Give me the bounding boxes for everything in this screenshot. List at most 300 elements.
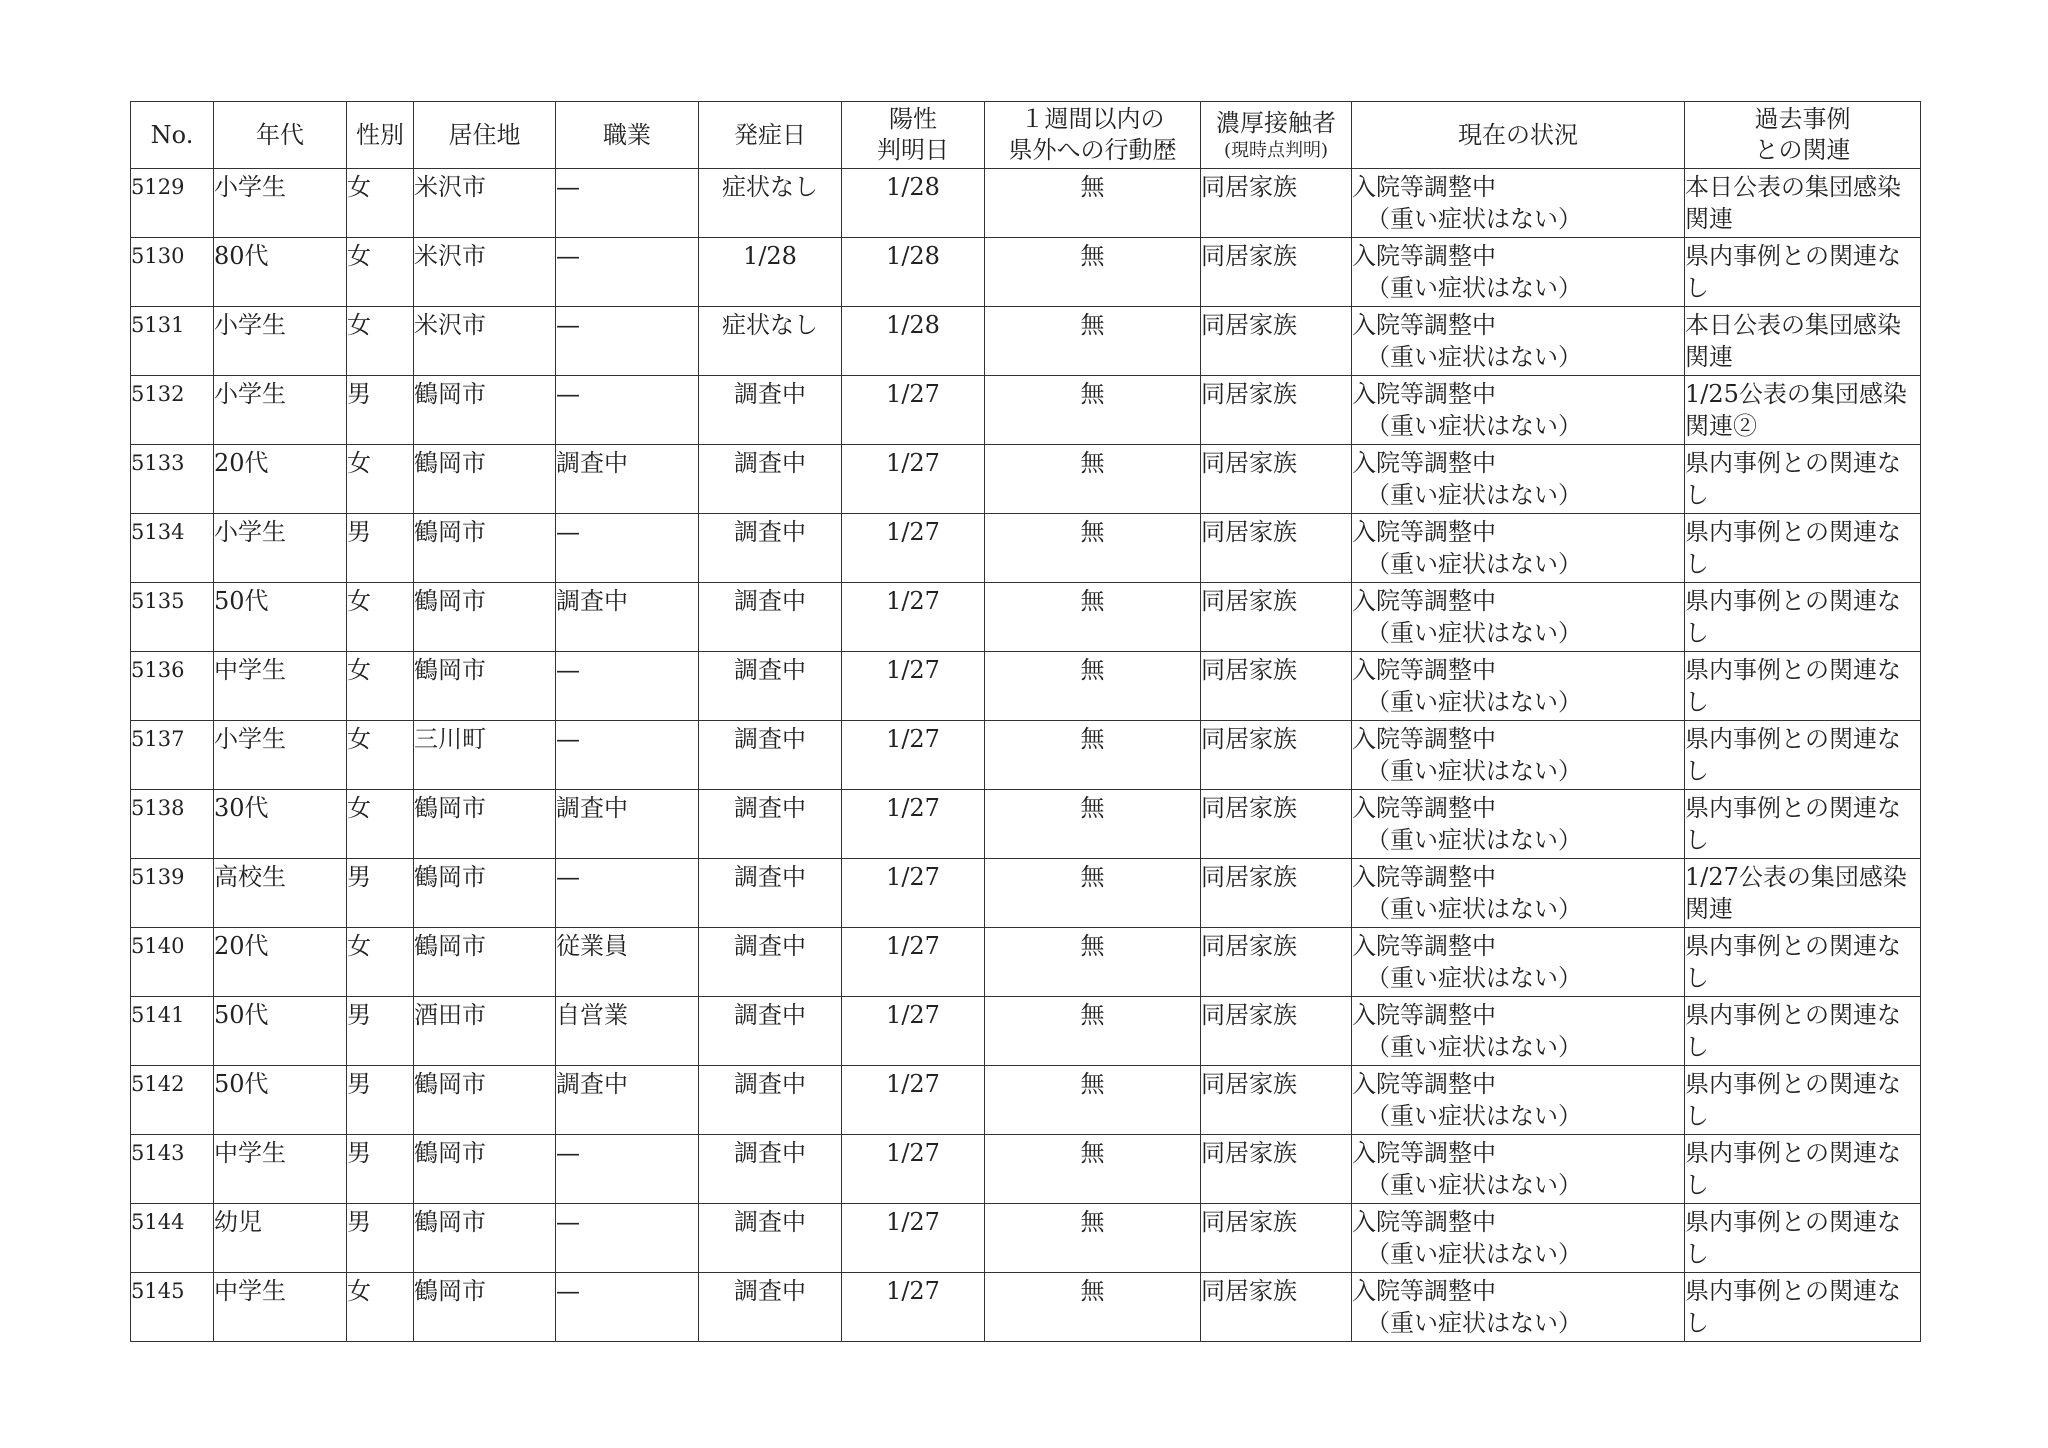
cell-occupation-text: —	[556, 173, 580, 201]
status-line2: （重い症状はない）	[1366, 964, 1582, 992]
cell-onset	[699, 997, 842, 1066]
header-contacts	[1201, 102, 1352, 169]
cell-residence	[414, 307, 556, 376]
cell-sex-text: 女	[347, 656, 371, 684]
cell-travel	[985, 1204, 1201, 1273]
cell-travel	[985, 1273, 1201, 1342]
cell-travel-text: 無	[1080, 1277, 1105, 1305]
cell-contacts	[1201, 307, 1352, 376]
cell-age-text: 高校生	[214, 863, 286, 891]
table-row	[131, 1066, 1921, 1135]
cell-relation	[1685, 1135, 1921, 1204]
cell-no-text: 5135	[131, 589, 185, 613]
header-contacts-line2: (現時点判明)	[1223, 139, 1329, 161]
cell-occupation-text: —	[556, 1208, 580, 1236]
cell-onset	[699, 583, 842, 652]
status-line2: （重い症状はない）	[1366, 1171, 1582, 1199]
cell-travel-text: 無	[1080, 863, 1105, 891]
header-age	[214, 102, 347, 169]
cell-sex-text: 女	[347, 1277, 371, 1305]
cell-age	[214, 376, 347, 445]
cell-contacts	[1201, 238, 1352, 307]
header-occupation	[556, 102, 699, 169]
cell-relation	[1685, 790, 1921, 859]
cell-occupation	[556, 721, 699, 790]
cell-relation-text: 県内事例との関連なし	[1685, 518, 1901, 578]
cell-contacts	[1201, 583, 1352, 652]
cell-relation	[1685, 721, 1921, 790]
cell-sex	[347, 169, 414, 238]
cell-travel-text: 無	[1080, 380, 1105, 408]
cell-residence-text: 鶴岡市	[414, 1277, 486, 1305]
cell-residence-text: 鶴岡市	[414, 1208, 486, 1236]
status-line1: 入院等調整中	[1352, 380, 1496, 408]
cell-no-text: 5134	[131, 520, 185, 544]
cell-no-text: 5137	[131, 727, 185, 751]
cell-contacts	[1201, 997, 1352, 1066]
cell-travel-text: 無	[1080, 1070, 1105, 1098]
cell-relation-text: 県内事例との関連なし	[1685, 1208, 1901, 1268]
cell-residence-text: 酒田市	[414, 1001, 486, 1029]
cell-travel	[985, 514, 1201, 583]
cell-contacts-text: 同居家族	[1201, 380, 1297, 408]
header-travel-line2: 県外への行動歴	[1008, 136, 1177, 164]
cell-relation	[1685, 514, 1921, 583]
cell-onset	[699, 1273, 842, 1342]
table-row	[131, 445, 1921, 514]
cell-age-text: 小学生	[214, 518, 286, 546]
cell-sex-text: 女	[347, 449, 371, 477]
cell-sex	[347, 790, 414, 859]
header-relation-line2: との関連	[1754, 136, 1851, 164]
cell-sex-text: 男	[347, 863, 371, 891]
cell-onset-text: 調査中	[734, 1208, 806, 1236]
cell-positive-date	[842, 445, 985, 514]
table-row	[131, 790, 1921, 859]
cell-sex	[347, 1066, 414, 1135]
cell-positive-date	[842, 928, 985, 997]
cell-no	[131, 445, 214, 514]
cell-travel-text: 無	[1080, 725, 1105, 753]
cell-residence-text: 米沢市	[414, 242, 486, 270]
status-line2: （重い症状はない）	[1366, 688, 1582, 716]
cell-relation	[1685, 1204, 1921, 1273]
status-line1: 入院等調整中	[1352, 173, 1496, 201]
cell-relation	[1685, 1273, 1921, 1342]
cell-no-text: 5145	[131, 1279, 185, 1303]
cell-positive-date-text: 1/27	[886, 656, 940, 684]
header-no-label: No.	[150, 120, 194, 149]
cell-relation-text: 県内事例との関連なし	[1685, 1070, 1901, 1130]
cell-occupation-text: —	[556, 311, 580, 339]
cell-age	[214, 514, 347, 583]
status-line1: 入院等調整中	[1352, 656, 1496, 684]
cell-occupation-text: 調査中	[556, 587, 628, 615]
cell-age	[214, 790, 347, 859]
header-no	[131, 102, 214, 169]
cell-residence-text: 米沢市	[414, 311, 486, 339]
cell-relation	[1685, 238, 1921, 307]
status-line1: 入院等調整中	[1352, 725, 1496, 753]
status-line1: 入院等調整中	[1352, 311, 1496, 339]
cell-relation	[1685, 928, 1921, 997]
cell-onset-text: 調査中	[734, 863, 806, 891]
cell-positive-date-text: 1/27	[886, 725, 940, 753]
cell-residence	[414, 376, 556, 445]
cell-residence-text: 鶴岡市	[414, 449, 486, 477]
cell-no	[131, 169, 214, 238]
status-line2: （重い症状はない）	[1366, 895, 1582, 923]
cell-no	[131, 790, 214, 859]
cell-occupation	[556, 376, 699, 445]
cell-contacts-text: 同居家族	[1201, 1070, 1297, 1098]
cell-status	[1352, 583, 1685, 652]
cell-positive-date-text: 1/27	[886, 1208, 940, 1236]
cell-residence-text: 鶴岡市	[414, 587, 486, 615]
header-travel	[985, 102, 1201, 169]
table-row	[131, 928, 1921, 997]
cell-sex-text: 男	[347, 1001, 371, 1029]
cell-positive-date	[842, 583, 985, 652]
cell-contacts	[1201, 514, 1352, 583]
table-row	[131, 238, 1921, 307]
cell-age	[214, 238, 347, 307]
cell-residence-text: 鶴岡市	[414, 1070, 486, 1098]
cell-age-text: 20代	[214, 932, 269, 960]
cell-no	[131, 1273, 214, 1342]
cell-sex-text: 女	[347, 725, 371, 753]
cell-positive-date	[842, 997, 985, 1066]
cell-occupation	[556, 1066, 699, 1135]
cell-travel-text: 無	[1080, 656, 1105, 684]
cell-positive-date	[842, 1066, 985, 1135]
cell-onset	[699, 1135, 842, 1204]
cell-age	[214, 307, 347, 376]
status-line1: 入院等調整中	[1352, 863, 1496, 891]
header-relation	[1685, 102, 1921, 169]
cell-positive-date	[842, 514, 985, 583]
cell-age	[214, 721, 347, 790]
cell-no	[131, 859, 214, 928]
cell-travel-text: 無	[1080, 242, 1105, 270]
header-onset	[699, 102, 842, 169]
cell-sex	[347, 583, 414, 652]
cell-contacts	[1201, 445, 1352, 514]
cell-status	[1352, 1135, 1685, 1204]
cell-contacts-text: 同居家族	[1201, 1208, 1297, 1236]
cell-age-text: 20代	[214, 449, 269, 477]
cell-no-text: 5141	[131, 1003, 185, 1027]
cell-residence	[414, 583, 556, 652]
cell-travel-text: 無	[1080, 311, 1105, 339]
cell-status	[1352, 997, 1685, 1066]
cell-positive-date	[842, 238, 985, 307]
status-line2: （重い症状はない）	[1366, 343, 1582, 371]
cell-relation	[1685, 652, 1921, 721]
cell-age	[214, 859, 347, 928]
cell-no	[131, 1204, 214, 1273]
status-line2: （重い症状はない）	[1366, 274, 1582, 302]
status-line2: （重い症状はない）	[1366, 757, 1582, 785]
cell-occupation-text: —	[556, 863, 580, 891]
cell-travel	[985, 583, 1201, 652]
table-row	[131, 1273, 1921, 1342]
status-line1: 入院等調整中	[1352, 587, 1496, 615]
cell-residence	[414, 1066, 556, 1135]
cell-residence-text: 鶴岡市	[414, 932, 486, 960]
cell-age	[214, 1204, 347, 1273]
cell-travel	[985, 376, 1201, 445]
cell-age-text: 80代	[214, 242, 269, 270]
cell-no-text: 5142	[131, 1072, 185, 1096]
header-sex	[347, 102, 414, 169]
cell-age	[214, 1135, 347, 1204]
cell-travel	[985, 790, 1201, 859]
cell-occupation	[556, 238, 699, 307]
cell-sex	[347, 307, 414, 376]
cell-residence	[414, 169, 556, 238]
cell-no	[131, 238, 214, 307]
cell-contacts-text: 同居家族	[1201, 242, 1297, 270]
table-row	[131, 859, 1921, 928]
cell-positive-date-text: 1/27	[886, 518, 940, 546]
cell-onset	[699, 307, 842, 376]
cell-relation-text: 県内事例との関連なし	[1685, 1139, 1901, 1199]
cell-contacts	[1201, 928, 1352, 997]
cell-travel	[985, 1066, 1201, 1135]
cell-residence	[414, 238, 556, 307]
status-line1: 入院等調整中	[1352, 1139, 1496, 1167]
cell-sex	[347, 928, 414, 997]
header-sex-label: 性別	[356, 120, 404, 149]
cell-relation	[1685, 1066, 1921, 1135]
status-line2: （重い症状はない）	[1366, 1033, 1582, 1061]
cell-occupation	[556, 928, 699, 997]
header-contacts-line1: 濃厚接触者	[1216, 108, 1336, 137]
cell-travel	[985, 445, 1201, 514]
cell-occupation-text: —	[556, 380, 580, 408]
cell-age	[214, 997, 347, 1066]
cell-onset	[699, 790, 842, 859]
cell-occupation	[556, 1135, 699, 1204]
cell-contacts-text: 同居家族	[1201, 518, 1297, 546]
cell-occupation	[556, 790, 699, 859]
cell-occupation-text: —	[556, 242, 580, 270]
cell-no	[131, 307, 214, 376]
cell-positive-date-text: 1/27	[886, 863, 940, 891]
cell-age	[214, 652, 347, 721]
cell-occupation	[556, 1273, 699, 1342]
cell-residence	[414, 721, 556, 790]
cell-sex	[347, 997, 414, 1066]
table-row	[131, 721, 1921, 790]
cell-contacts-text: 同居家族	[1201, 587, 1297, 615]
cell-onset-text: 調査中	[734, 518, 806, 546]
table-body	[131, 169, 1921, 1342]
cell-no-text: 5143	[131, 1141, 185, 1165]
cell-contacts-text: 同居家族	[1201, 1277, 1297, 1305]
table-row	[131, 583, 1921, 652]
cell-no	[131, 721, 214, 790]
cell-sex-text: 女	[347, 794, 371, 822]
cell-travel-text: 無	[1080, 794, 1105, 822]
table-row	[131, 652, 1921, 721]
cell-sex	[347, 652, 414, 721]
cell-occupation-text: —	[556, 1277, 580, 1305]
status-line1: 入院等調整中	[1352, 1277, 1496, 1305]
cell-no	[131, 514, 214, 583]
cell-positive-date-text: 1/27	[886, 449, 940, 477]
cell-occupation-text: —	[556, 656, 580, 684]
cell-occupation	[556, 307, 699, 376]
cell-no	[131, 376, 214, 445]
header-positive-line2: 判明日	[877, 136, 949, 164]
cell-age	[214, 445, 347, 514]
cell-relation	[1685, 859, 1921, 928]
cell-age-text: 50代	[214, 587, 269, 615]
cell-travel-text: 無	[1080, 1139, 1105, 1167]
cell-status	[1352, 445, 1685, 514]
cell-residence	[414, 652, 556, 721]
cell-onset-text: 1/28	[743, 242, 797, 270]
cell-occupation	[556, 583, 699, 652]
cell-occupation-text: —	[556, 725, 580, 753]
cell-onset-text: 調査中	[734, 1277, 806, 1305]
cell-sex-text: 女	[347, 311, 371, 339]
status-line2: （重い症状はない）	[1366, 619, 1582, 647]
cell-contacts	[1201, 1066, 1352, 1135]
cell-age-text: 50代	[214, 1001, 269, 1029]
cell-no-text: 5130	[131, 244, 185, 268]
cell-sex	[347, 514, 414, 583]
cell-relation-text: 県内事例との関連なし	[1685, 1001, 1901, 1061]
cell-contacts	[1201, 1135, 1352, 1204]
cell-sex-text: 女	[347, 587, 371, 615]
cell-status	[1352, 1066, 1685, 1135]
cell-age-text: 小学生	[214, 311, 286, 339]
cell-relation-text: 県内事例との関連なし	[1685, 242, 1901, 302]
cell-occupation	[556, 1204, 699, 1273]
cell-onset-text: 調査中	[734, 449, 806, 477]
cell-onset	[699, 928, 842, 997]
cell-age-text: 中学生	[214, 1139, 286, 1167]
cell-travel-text: 無	[1080, 173, 1105, 201]
cell-age-text: 30代	[214, 794, 269, 822]
cell-onset-text: 調査中	[734, 1139, 806, 1167]
cell-relation-text: 県内事例との関連なし	[1685, 794, 1901, 854]
status-line2: （重い症状はない）	[1366, 412, 1582, 440]
cell-no-text: 5132	[131, 382, 185, 406]
cell-positive-date	[842, 652, 985, 721]
cell-residence-text: 鶴岡市	[414, 863, 486, 891]
cell-travel	[985, 169, 1201, 238]
cell-no-text: 5138	[131, 796, 185, 820]
cell-sex	[347, 1273, 414, 1342]
cell-onset	[699, 652, 842, 721]
cell-relation-text: 1/27公表の集団感染関連	[1685, 863, 1907, 923]
cell-status	[1352, 652, 1685, 721]
cell-contacts	[1201, 859, 1352, 928]
status-line2: （重い症状はない）	[1366, 1102, 1582, 1130]
cell-occupation	[556, 652, 699, 721]
cell-occupation-text: 自営業	[556, 1001, 628, 1029]
cell-age-text: 50代	[214, 1070, 269, 1098]
cell-residence-text: 鶴岡市	[414, 794, 486, 822]
cell-travel	[985, 859, 1201, 928]
cell-contacts-text: 同居家族	[1201, 1139, 1297, 1167]
cell-relation-text: 本日公表の集団感染関連	[1685, 311, 1901, 371]
cell-positive-date-text: 1/27	[886, 380, 940, 408]
table-row	[131, 997, 1921, 1066]
cell-sex-text: 女	[347, 173, 371, 201]
cell-onset	[699, 859, 842, 928]
status-line1: 入院等調整中	[1352, 1208, 1496, 1236]
cell-occupation-text: —	[556, 1139, 580, 1167]
cell-onset-text: 調査中	[734, 794, 806, 822]
cell-contacts	[1201, 376, 1352, 445]
cell-onset-text: 調査中	[734, 1070, 806, 1098]
table-header	[131, 102, 1921, 169]
status-line2: （重い症状はない）	[1366, 205, 1582, 233]
status-line1: 入院等調整中	[1352, 932, 1496, 960]
cell-age-text: 小学生	[214, 173, 286, 201]
cell-travel-text: 無	[1080, 1208, 1105, 1236]
cell-positive-date	[842, 1204, 985, 1273]
header-onset-label: 発症日	[734, 120, 806, 149]
cell-residence	[414, 445, 556, 514]
header-travel-line1: １週間以内の	[1020, 105, 1165, 133]
cell-occupation	[556, 859, 699, 928]
header-row	[131, 102, 1921, 169]
cell-status	[1352, 376, 1685, 445]
cell-age-text: 小学生	[214, 725, 286, 753]
cell-contacts-text: 同居家族	[1201, 311, 1297, 339]
status-line1: 入院等調整中	[1352, 518, 1496, 546]
cell-status	[1352, 790, 1685, 859]
cell-age-text: 中学生	[214, 1277, 286, 1305]
cell-positive-date-text: 1/27	[886, 1001, 940, 1029]
cell-age	[214, 169, 347, 238]
cell-travel-text: 無	[1080, 1001, 1105, 1029]
cell-occupation	[556, 169, 699, 238]
cell-positive-date-text: 1/27	[886, 1277, 940, 1305]
cell-no-text: 5136	[131, 658, 185, 682]
cell-occupation-text: 調査中	[556, 1070, 628, 1098]
cell-positive-date-text: 1/27	[886, 587, 940, 615]
status-line2: （重い症状はない）	[1366, 826, 1582, 854]
cell-relation	[1685, 445, 1921, 514]
cell-contacts	[1201, 1273, 1352, 1342]
cell-contacts-text: 同居家族	[1201, 932, 1297, 960]
cell-onset-text: 調査中	[734, 656, 806, 684]
cell-contacts-text: 同居家族	[1201, 656, 1297, 684]
cell-contacts	[1201, 169, 1352, 238]
header-occupation-label: 職業	[603, 120, 651, 149]
cell-contacts	[1201, 652, 1352, 721]
cell-no-text: 5129	[131, 175, 185, 199]
header-age-label: 年代	[256, 120, 304, 149]
cell-relation-text: 県内事例との関連なし	[1685, 656, 1901, 716]
cell-positive-date	[842, 1273, 985, 1342]
cell-no	[131, 997, 214, 1066]
cell-residence-text: 鶴岡市	[414, 656, 486, 684]
header-residence-label: 居住地	[448, 120, 521, 149]
cell-no-text: 5131	[131, 313, 185, 337]
cell-status	[1352, 721, 1685, 790]
cell-no	[131, 1066, 214, 1135]
cell-onset	[699, 445, 842, 514]
cell-status	[1352, 1204, 1685, 1273]
